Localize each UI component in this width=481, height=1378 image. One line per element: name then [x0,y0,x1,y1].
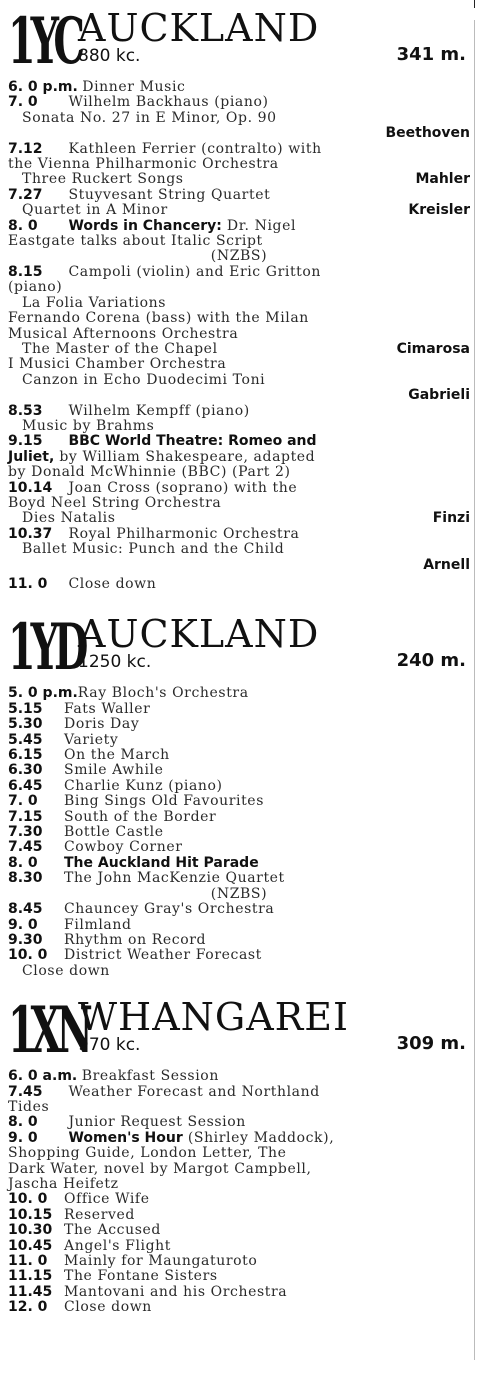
time: 5. 0 p.m. [8,685,78,702]
title: Filmland [64,916,132,933]
time: 12. 0 [8,1299,48,1316]
detail: Shopping Guide, London Letter, The [8,1145,287,1162]
time: 5.45 [8,731,43,748]
list-item [8,748,470,763]
detail: I Musici Chamber Orchestra [8,356,227,373]
title: Mainly for Maungaturoto [64,1253,258,1269]
time: 6.15 [8,747,43,764]
title: Kathleen Ferrier (contralto) with [68,140,322,157]
title: Bing Sings Old Favourites [64,793,264,810]
column-rule [474,20,475,1360]
list-item [8,404,470,435]
time: 8.53 [8,402,43,419]
detail: (NZBS) [210,248,268,265]
list-item [8,434,470,480]
time: 11. 0 [8,1253,48,1269]
title: Chauncey Gray's Orchestra [64,901,275,918]
detail: Canzon in Echo Duodecimi Toni [22,371,266,388]
detail: Dies Natalis [22,510,116,527]
list-item [8,856,470,871]
title: District Weather Forecast [64,947,262,964]
title: Mantovani and his Orchestra [64,1283,288,1300]
title: Junior Request Session [68,1114,246,1131]
time: 6. 0 p.m. [8,79,78,95]
time: 10. 0 [8,1191,48,1208]
time: 7. 0 [8,94,38,111]
detail: Tides [8,1098,50,1115]
time: 10.45 [8,1237,53,1254]
detail: (Shirley Maddock), [182,1129,335,1146]
detail: by William Shakespeare, adapted [54,448,316,465]
detail: Jascha Heifetz [8,1175,119,1192]
time: 10. 0 [8,947,48,964]
list-item [8,948,470,963]
time: 5.15 [8,700,43,717]
time: 6.30 [8,762,43,779]
frequency: 1250 kc. [78,652,152,673]
list-item [8,219,470,265]
title: Cowboy Corner [64,839,183,856]
time: 8. 0 [8,854,38,871]
list-item [8,763,470,778]
time: 8.15 [8,263,43,280]
list-item [8,702,470,717]
list-item [8,686,470,701]
list-item [8,188,470,219]
callsign: 1YD [8,610,84,686]
programme-1yc [8,80,470,592]
close-down: Close down [22,962,110,979]
list-item [8,933,470,948]
list-item [8,1131,470,1193]
title: The John MacKenzie Quartet [64,870,285,887]
time: 7. 0 [8,793,38,810]
list-item [8,794,470,809]
time: 6.45 [8,777,43,794]
title: The Auckland Hit Parade [64,854,259,871]
list-item [8,1269,470,1284]
composer: Beethoven [385,125,470,142]
title: South of the Border [64,808,217,825]
time: 9. 0 [8,1129,38,1146]
wavelength: 309 m. [396,1033,466,1055]
title: BBC World Theatre: Romeo and [68,433,317,450]
list-item [8,527,470,573]
list-item [8,1115,470,1130]
detail: Musical Afternoons Orchestra [8,325,239,342]
time: 11.15 [8,1268,53,1285]
detail: Fernando Corena (bass) with the Milan [8,310,309,327]
title: Close down [64,1299,152,1316]
title: Fats Waller [64,700,151,717]
list-item [8,810,470,825]
title: Juliet, [8,448,55,465]
city: AUCKLAND [78,6,320,50]
list-item [8,1239,470,1254]
time: 6. 0 a.m. [8,1068,78,1085]
composer: Kreisler [408,202,470,219]
list-item [8,733,470,748]
title: The Fontane Sisters [64,1268,218,1285]
station-header-1xn [8,993,470,1069]
list-item [8,1300,470,1315]
title: Charlie Kunz (piano) [64,777,223,794]
time: 7.45 [8,1083,43,1100]
time: 9. 0 [8,916,38,933]
callsign: 1XN [8,993,88,1069]
time: 7.12 [8,140,43,157]
list-item [8,902,470,917]
composer: Gabrieli [408,387,470,404]
list-item [8,1069,470,1084]
title: Smile Awhile [64,762,164,779]
list-item [8,95,470,141]
time: 9.30 [8,931,43,948]
list-item [8,1254,470,1269]
title: Breakfast Session [81,1068,219,1085]
list-item [8,142,470,188]
list-item [8,779,470,794]
callsign: 1YC [8,4,80,79]
list-item [8,577,470,592]
programme-1xn [8,1069,470,1192]
time: 10.15 [8,1206,53,1223]
detail: Sonata No. 27 in E Minor, Op. 90 [22,109,277,126]
list-item [8,871,470,902]
list-item [8,265,470,404]
station-header-1yd [8,610,470,686]
title: Stuyvesant String Quartet [68,186,271,203]
title: The Accused [64,1222,161,1239]
time: 10.30 [8,1222,53,1239]
programme-1yd-close [8,964,470,979]
list-item [8,1192,470,1207]
time: 7.30 [8,824,43,841]
title: Close down [68,576,157,592]
title: Dinner Music [82,79,186,95]
list-item [8,1085,470,1116]
programme-1xn-list [8,1192,470,1315]
detail: the Vienna Philharmonic Orchestra [8,156,279,173]
title: Weather Forecast and Northland [68,1083,320,1100]
title: On the March [64,747,170,764]
composer: Cimarosa [396,340,470,357]
title: Women's Hour [68,1129,183,1146]
list-item [8,918,470,933]
list-item [8,825,470,840]
time: 8. 0 [8,217,38,234]
time: 8.45 [8,901,43,918]
title: Ray Bloch's Orchestra [77,685,249,702]
title: Campoli (violin) and Eric Gritton [68,263,322,280]
list-item [8,1285,470,1300]
detail: Dark Water, novel by Margot Campbell, [8,1160,312,1177]
list-item [8,481,470,527]
time: 7.27 [8,186,43,203]
detail: by Donald McWhinnie (BBC) (Part 2) [8,464,291,481]
title: Reserved [64,1206,135,1223]
detail: The Master of the Chapel [22,340,218,357]
composer: Mahler [415,171,470,188]
title: Words in Chancery: [68,217,222,234]
title: Rhythm on Record [64,931,207,948]
detail: Music by Brahms [22,417,155,434]
city: AUCKLAND [78,612,320,657]
radio-listings [8,0,470,1316]
frequency: 970 kc. [78,1035,141,1056]
title: Bottle Castle [64,824,164,841]
list-item [8,717,470,732]
frequency: 880 kc. [78,46,141,66]
time: 7.45 [8,839,43,856]
title: Office Wife [64,1191,150,1208]
detail: Ballet Music: Punch and the Child [22,541,285,558]
detail: (NZBS) [210,885,268,902]
time: 11. 0 [8,576,48,592]
programme-1yd [8,686,470,963]
detail: (piano) [8,279,63,296]
list-item [8,1208,470,1223]
title: Royal Philharmonic Orchestra [68,525,300,542]
title: Wilhelm Backhaus (piano) [68,94,269,111]
detail: La Folia Variations [22,294,167,311]
title: Wilhelm Kempff (piano) [68,402,250,419]
wavelength: 240 m. [396,650,466,672]
station-header-1yc [8,4,470,80]
detail: Eastgate talks about Italic Script [8,233,263,250]
top-rule [474,0,475,8]
list-item [8,840,470,855]
time: 10.14 [8,479,53,496]
time: 9.15 [8,433,43,450]
time: 7.15 [8,808,43,825]
title: Angel's Flight [64,1237,172,1254]
title: Doris Day [64,716,140,733]
city: WHANGAREI [78,995,350,1040]
detail: Dr. Nigel [221,217,297,234]
time: 10.37 [8,525,53,542]
time: 11.45 [8,1283,53,1300]
time: 8. 0 [8,1114,38,1131]
detail: Quartet in A Minor [22,202,168,219]
composer: Finzi [432,510,470,527]
list-item [8,1223,470,1238]
list-item [8,80,470,95]
title: Joan Cross (soprano) with the [68,479,298,496]
time: 8.30 [8,870,43,887]
detail: Three Ruckert Songs [22,171,184,188]
composer: Arnell [423,556,470,573]
detail: Boyd Neel String Orchestra [8,494,222,511]
wavelength: 341 m. [396,44,466,65]
time: 5.30 [8,716,43,733]
title: Variety [64,731,119,748]
